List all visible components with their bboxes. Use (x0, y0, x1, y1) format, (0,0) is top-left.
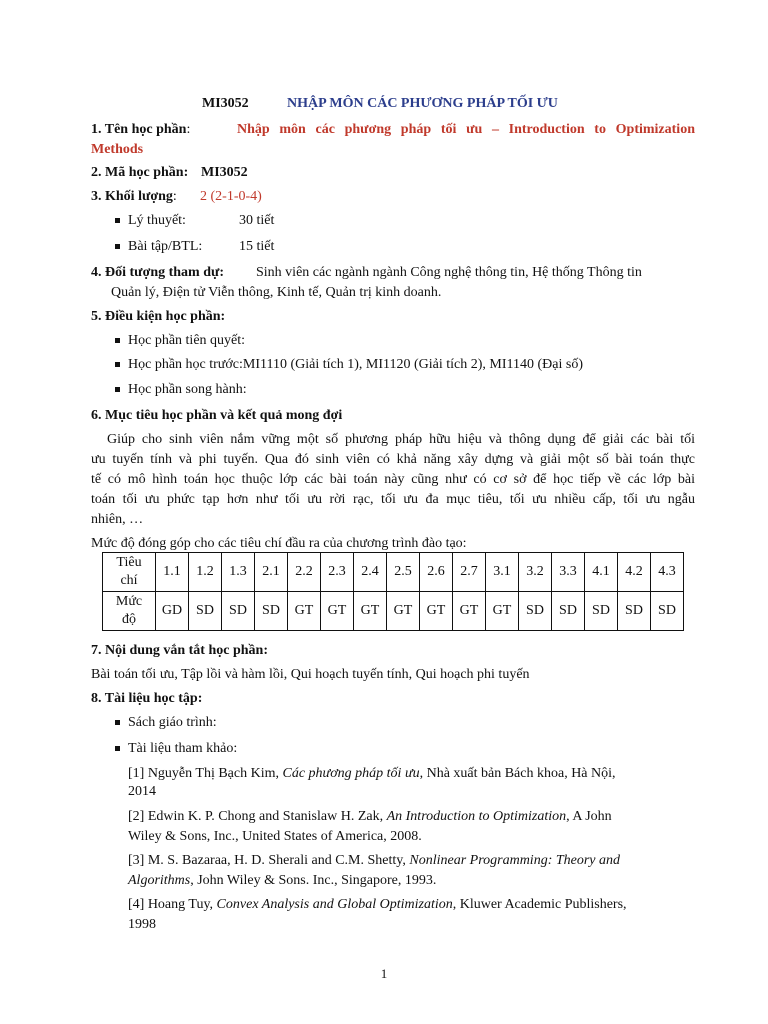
criterion-cell: 1.3 (222, 553, 255, 592)
criterion-cell: 2.3 (321, 553, 354, 592)
reference-line: Algorithms, John Wiley & Sons. Inc., Singapore, 1993. (128, 873, 437, 888)
s3-item-hours: 15 tiết (239, 239, 275, 254)
level-cell: SD (618, 592, 651, 631)
level-cell: GT (486, 592, 519, 631)
level-cell: GD (156, 592, 189, 631)
criterion-cell: 3.2 (519, 553, 552, 592)
bullet-square (115, 746, 120, 751)
reference-line: 2014 (128, 784, 156, 799)
s6-para-line: Giúp cho sinh viên nắm vững một số phương pháp hữu hiệu và thông dụng để giải các bài tối (107, 432, 695, 447)
s8-item: Sách giáo trình: (128, 715, 217, 730)
s6-para-line: nhiên, … (91, 512, 144, 527)
criterion-cell: 1.1 (156, 553, 189, 592)
level-cell: GT (420, 592, 453, 631)
criterion-cell: 3.1 (486, 553, 519, 592)
reference-line: [3] M. S. Bazaraa, H. D. Sherali and C.M. Shetty, Nonlinear Programming: Theory and (128, 853, 621, 868)
s6-contrib-label: Mức độ đóng góp cho các tiêu chí đầu ra của chương trình đào tạo: (91, 536, 467, 551)
s1-value-line1: Nhập môn các phương pháp tối ưu – Introduction to Optimization (237, 122, 695, 137)
s7-text: Bài toán tối ưu, Tập lồi và hàm lồi, Qui hoạch tuyến tính, Qui hoạch phi tuyến (91, 667, 530, 682)
criterion-cell: 4.3 (651, 553, 684, 592)
s4-line2: Quản lý, Điện tử Viễn thông, Kinh tế, Quản trị kinh doanh. (111, 285, 442, 300)
level-cell: SD (585, 592, 618, 631)
s1-label: 1. Tên học phần: (91, 122, 191, 137)
bullet-square (115, 362, 120, 367)
course-code-header: MI3052 (202, 96, 249, 111)
level-cell: SD (519, 592, 552, 631)
criterion-cell: 2.2 (288, 553, 321, 592)
s8-item: Tài liệu tham khảo: (128, 741, 238, 756)
bullet-square (115, 338, 120, 343)
level-cell: SD (255, 592, 288, 631)
s3-item-name: Lý thuyết: (128, 213, 186, 228)
level-cell: GT (354, 592, 387, 631)
reference-line: [4] Hoang Tuy, Convex Analysis and Global Optimization, Kluwer Academic Publishers, (128, 897, 627, 912)
page-number: 1 (380, 966, 388, 981)
bullet-square (115, 244, 120, 249)
s6-para-line: toán tối ưu phức tạp hơn như tối ưu rời rạc, tối ưu đa mục tiêu, tối ưu nhiều cấp, tối ưu ngẫu (91, 492, 695, 507)
s6-para-line: tế có mô hình toán học thuộc lớp các bài toán này cũng như có cơ sở để học tiếp về các lớp bài (91, 472, 695, 487)
s8-label: 8. Tài liệu học tập: (91, 691, 203, 706)
criterion-cell: 2.1 (255, 553, 288, 592)
s5-item: Học phần song hành: (128, 382, 247, 397)
reference-line: [2] Edwin K. P. Chong and Stanislaw H. Zak, An Introduction to Optimization, A John (128, 809, 612, 824)
level-cell: GT (387, 592, 420, 631)
reference-line: 1998 (128, 917, 156, 932)
s3-value: 2 (2-1-0-4) (200, 189, 262, 204)
criterion-cell: 2.7 (453, 553, 486, 592)
s4-label: 4. Đối tượng tham dự: (91, 265, 225, 280)
table-row (103, 553, 684, 592)
level-cell: GT (321, 592, 354, 631)
s6-para-line: ưu tuyến tính và phi tuyến. Qua đó sinh viên có khả năng xây dựng và giải một số bài toán thực (91, 452, 695, 467)
s7-label: 7. Nội dung vắn tắt học phần: (91, 643, 268, 658)
criterion-cell: 2.5 (387, 553, 420, 592)
criteria-table (102, 552, 684, 631)
criterion-cell: 4.1 (585, 553, 618, 592)
s5-item: Học phần tiên quyết: (128, 333, 246, 348)
table-header-cell: Mức độ (103, 592, 156, 631)
reference-line: [1] Nguyễn Thị Bạch Kim, Các phương pháp tối ưu, Nhà xuất bản Bách khoa, Hà Nội, (128, 766, 616, 781)
level-cell: SD (222, 592, 255, 631)
bullet-square (115, 218, 120, 223)
criterion-cell: 1.2 (189, 553, 222, 592)
criterion-cell: 3.3 (552, 553, 585, 592)
s2-value: MI3052 (201, 165, 248, 180)
reference-line: Wiley & Sons, Inc., United States of America, 2008. (128, 829, 422, 844)
s3-label: 3. Khối lượng: (91, 189, 177, 204)
table-header-cell: Tiêu chí (103, 553, 156, 592)
level-cell: GT (288, 592, 321, 631)
level-cell: SD (552, 592, 585, 631)
table-row (103, 592, 684, 631)
level-cell: SD (651, 592, 684, 631)
criterion-cell: 4.2 (618, 553, 651, 592)
s3-item-name: Bài tập/BTL: (128, 239, 203, 254)
level-cell: SD (189, 592, 222, 631)
course-title-header: NHẬP MÔN CÁC PHƯƠNG PHÁP TỐI ƯU (287, 96, 558, 111)
s3-item-hours: 30 tiết (239, 213, 275, 228)
bullet-square (115, 720, 120, 725)
s5-item: Học phần học trước:MI1110 (Giải tích 1), MI1120 (Giải tích 2), MI1140 (Đại số) (128, 357, 583, 372)
criterion-cell: 2.4 (354, 553, 387, 592)
criterion-cell: 2.6 (420, 553, 453, 592)
s2-label: 2. Mã học phần: (91, 165, 189, 180)
bullet-square (115, 387, 120, 392)
s4-line1: Sinh viên các ngành ngành Công nghệ thông tin, Hệ thống Thông tin (256, 265, 642, 280)
level-cell: GT (453, 592, 486, 631)
s1-value-line2: Methods (91, 142, 144, 157)
s5-label: 5. Điều kiện học phần: (91, 309, 226, 324)
s6-label: 6. Mục tiêu học phần và kết quả mong đợi (91, 408, 343, 423)
